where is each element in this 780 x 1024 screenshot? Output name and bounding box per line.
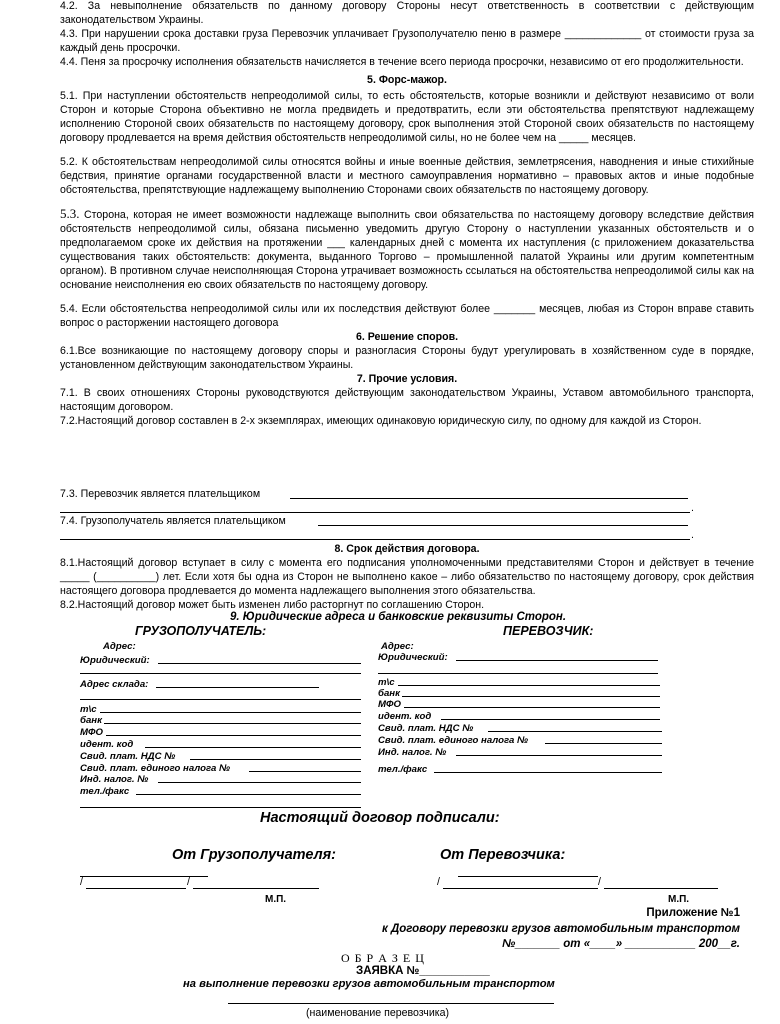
clause-8-1: 8.1.Настоящий договор вступает в силу с момента его подписания уполномоченными представителями Сторон и действует в течение _____ (__________) лет. Если хотя бы одна из Сторон не выполнено какое – либо обязательство по настоящему договору, срок действия настоящего договора продлевается до момента надлежащего выполнения этого обязательства.	[60, 557, 754, 597]
clause-7-3-line-2	[60, 512, 690, 513]
appendix-block	[382, 906, 740, 953]
clause-5-3-number: 5.3.	[60, 206, 80, 221]
carrier-ident-label: идент. код	[378, 711, 432, 722]
clause-7-3-dot: .	[691, 502, 694, 514]
section-8	[60, 542, 754, 612]
consignee-tax-no-label: Инд. налог. №	[80, 774, 149, 785]
carrier-stamp: М.П.	[668, 894, 690, 905]
consignee-bank-label: банк	[80, 715, 102, 726]
section-5-heading: 5. Форс-мажор.	[367, 74, 447, 86]
section-8-heading: 8. Срок действия договора.	[334, 543, 480, 555]
appendix-number-date: №_______ от «____» ___________ 200__г.	[502, 938, 740, 950]
carrier-single-tax-line	[545, 743, 662, 744]
consignee-tax-no-line	[158, 782, 361, 783]
clause-4-2: 4.2. За невыполнение обязательств по данному договору Стороны несут ответственность в соответствии с действующим законодательством Украины.	[60, 0, 754, 26]
from-carrier: От Перевозчика:	[440, 847, 566, 863]
consignee-stamp: М.П.	[265, 894, 287, 905]
document-page	[60, 0, 754, 428]
carrier-legal-line-2	[378, 673, 658, 674]
clause-8-2: 8.2.Настоящий договор может быть изменен либо расторгнут по соглашению Сторон.	[60, 599, 485, 611]
carrier-ident-line	[441, 719, 660, 720]
clause-7-2: 7.2.Настоящий договор составлен в 2-х экземплярах, имеющих одинаковую юридическую силу, по одному для каждой из Сторон.	[60, 415, 702, 427]
carrier-bank-line	[402, 696, 660, 697]
clause-5-3-text: Сторона, которая не имеет возможности надлежаще выполнить свои обязательства по настоящему договору вследствие действия обстоятельств непреодолимой силы, обязана письменно уведомить другую Сторону о наступлении указанных обстоятельств и о предполагаемом сроке их действия на протяжении ___ календарных дней с момента их наступления (с приложением доказательства существования таких обстоятельств: документа, выданного Торгово – промышленной палатой Украины или другим компетентным органом). В противном случае неисполняющая Сторона утрачивает возможность ссылаться на обстоятельства непреодолимой силы как на основание неисполнения ею своих обязательств по настоящему договору.	[60, 209, 754, 291]
clause-5-4: 5.4. Если обстоятельства непреодолимой силы или их последствия действуют более _______ месяцев, любая из Сторон вправе ставить вопрос о расторжении настоящего договора	[60, 303, 754, 329]
carrier-account-line	[398, 685, 660, 686]
clause-7-4-line-2	[60, 539, 690, 540]
carrier-tax-no-line	[456, 755, 662, 756]
clause-7-4-dot: .	[691, 529, 694, 541]
clause-7-4-line	[318, 525, 688, 526]
carrier-vat-label: Свид. плат. НДС №	[378, 723, 474, 734]
consignee-phone-line-2	[80, 807, 361, 808]
consignee-account-line	[100, 712, 361, 713]
clause-5-3	[60, 207, 754, 292]
signed-title: Настоящий договор подписали:	[260, 810, 500, 826]
carrier-title: ПЕРЕВОЗЧИК:	[503, 624, 594, 638]
carrier-phone-line	[434, 772, 662, 773]
carrier-vat-line	[488, 731, 662, 732]
carrier-mfo-label: МФО	[378, 699, 401, 710]
carrier-sign-line	[443, 888, 598, 889]
appendix-contract: к Договору перевозки грузов автомобильным транспортом	[381, 922, 740, 935]
carrier-name-line	[604, 888, 718, 889]
consignee-ident-label: идент. код	[80, 739, 134, 750]
consignee-ident-line	[145, 747, 361, 748]
carrier-tax-no-label: Инд. налог. №	[378, 747, 447, 758]
carrier-sign-line-top	[458, 876, 598, 877]
clause-4-4: 4.4. Пеня за просрочку исполнения обязательств начисляется в течение всего периода просрочки, независимо от его продолжительности.	[60, 56, 744, 68]
section-7-heading: 7. Прочие условия.	[356, 373, 458, 385]
consignee-sign-line	[86, 888, 186, 889]
clause-6-1: 6.1.Все возникающие по настоящему договору споры и разногласия Стороны будут урегулировать в хозяйственном суде в порядке, установленном действующим законодательством Украины.	[60, 345, 754, 371]
consignee-single-tax-label: Свид. плат. единого налога №	[80, 763, 230, 774]
consignee-name-line	[193, 888, 319, 889]
carrier-legal-label: Юридический:	[378, 652, 448, 663]
carrier-address-label: Адрес:	[381, 641, 414, 652]
consignee-legal-line-2	[80, 673, 361, 674]
carrier-legal-line	[456, 660, 658, 661]
consignee-single-tax-line	[249, 771, 361, 772]
consignee-legal-label: Юридический:	[80, 655, 150, 666]
consignee-warehouse-label: Адрес склада:	[80, 679, 149, 690]
clause-4-3: 4.3. При нарушении срока доставки груза Перевозчик уплачивает Грузополучателю пеню в размере _____________ от стоимости груза за каждый день просрочки.	[60, 28, 754, 54]
carrier-name-caption: (наименование перевозчика)	[306, 1007, 450, 1019]
carrier-mfo-line	[404, 707, 660, 708]
consignee-warehouse-line-2	[80, 699, 361, 700]
consignee-phone-line	[136, 794, 361, 795]
consignee-title: ГРУЗОПОЛУЧАТЕЛЬ:	[135, 624, 267, 638]
consignee-phone-label: тел./факс	[80, 786, 130, 797]
from-consignee: От Грузополучателя:	[172, 847, 336, 863]
request-number: ЗАЯВКА №___________	[356, 965, 490, 977]
clause-7-1: 7.1. В своих отношениях Стороны руководствуются действующим законодательством Украины, Уставом автомобильного транспорта, настоящим договором.	[60, 387, 754, 413]
carrier-phone-label: тел./факс	[378, 764, 428, 775]
carrier-slash-2: /	[598, 876, 601, 888]
consignee-vat-label: Свид. плат. НДС №	[80, 751, 176, 762]
consignee-legal-line	[158, 663, 361, 664]
consignee-bank-line	[104, 723, 361, 724]
carrier-slash-1: /	[437, 876, 440, 888]
consignee-mfo-line	[106, 735, 361, 736]
consignee-mfo-label: МФО	[80, 727, 103, 738]
consignee-account-label: т\с	[80, 704, 97, 715]
request-purpose: на выполнение перевозки грузов автомобильным транспортом	[183, 978, 555, 990]
section-6-heading: 6. Решение споров.	[355, 331, 459, 343]
consignee-vat-line	[190, 759, 361, 760]
consignee-slash-1: /	[80, 876, 83, 888]
consignee-slash-2: /	[187, 876, 190, 888]
section-9-heading: 9. Юридические адреса и банковские реквизиты Сторон.	[230, 611, 567, 623]
carrier-single-tax-label: Свид. плат. единого налога №	[378, 735, 528, 746]
clause-7-3: 7.3. Перевозчик является плательщиком	[60, 488, 261, 500]
appendix-title: Приложение №1	[646, 907, 740, 919]
clause-5-1: 5.1. При наступлении обстоятельств непреодолимой силы, то есть обстоятельств, которые возникли и действуют независимо от воли Сторон и которые Сторона объективно не могла предвидеть и предотвратить, если эти обстоятельства препятствуют надлежащему исполнению Стороной своих обязательств по настоящему договору, срок выполнения этой Стороной своих обязательств по настоящему договору продлевается на время действия обстоятельств непреодолимой силы, но не более чем на _____ месяцев.	[60, 90, 754, 144]
consignee-warehouse-line	[156, 687, 319, 688]
carrier-name-field	[228, 1003, 554, 1004]
sample-label: О Б Р А З Е Ц	[341, 951, 425, 965]
carrier-bank-label: банк	[378, 688, 400, 699]
carrier-account-label: т\с	[378, 677, 395, 688]
consignee-address-label: Адрес:	[103, 641, 136, 652]
clause-5-2: 5.2. К обстоятельствам непреодолимой силы относятся войны и иные военные действия, землетрясения, наводнения и иные стихийные бедствия, принятие органами государственной власти и местного самоуправления нормативно – правовых актов и иные подобные обстоятельства, препятствующие надлежащему выполнению Сторонами своих обязательств по настоящему договору.	[60, 156, 754, 196]
clause-7-3-line	[290, 498, 688, 499]
clause-7-4: 7.4. Грузополучатель является плательщиком	[60, 515, 286, 527]
